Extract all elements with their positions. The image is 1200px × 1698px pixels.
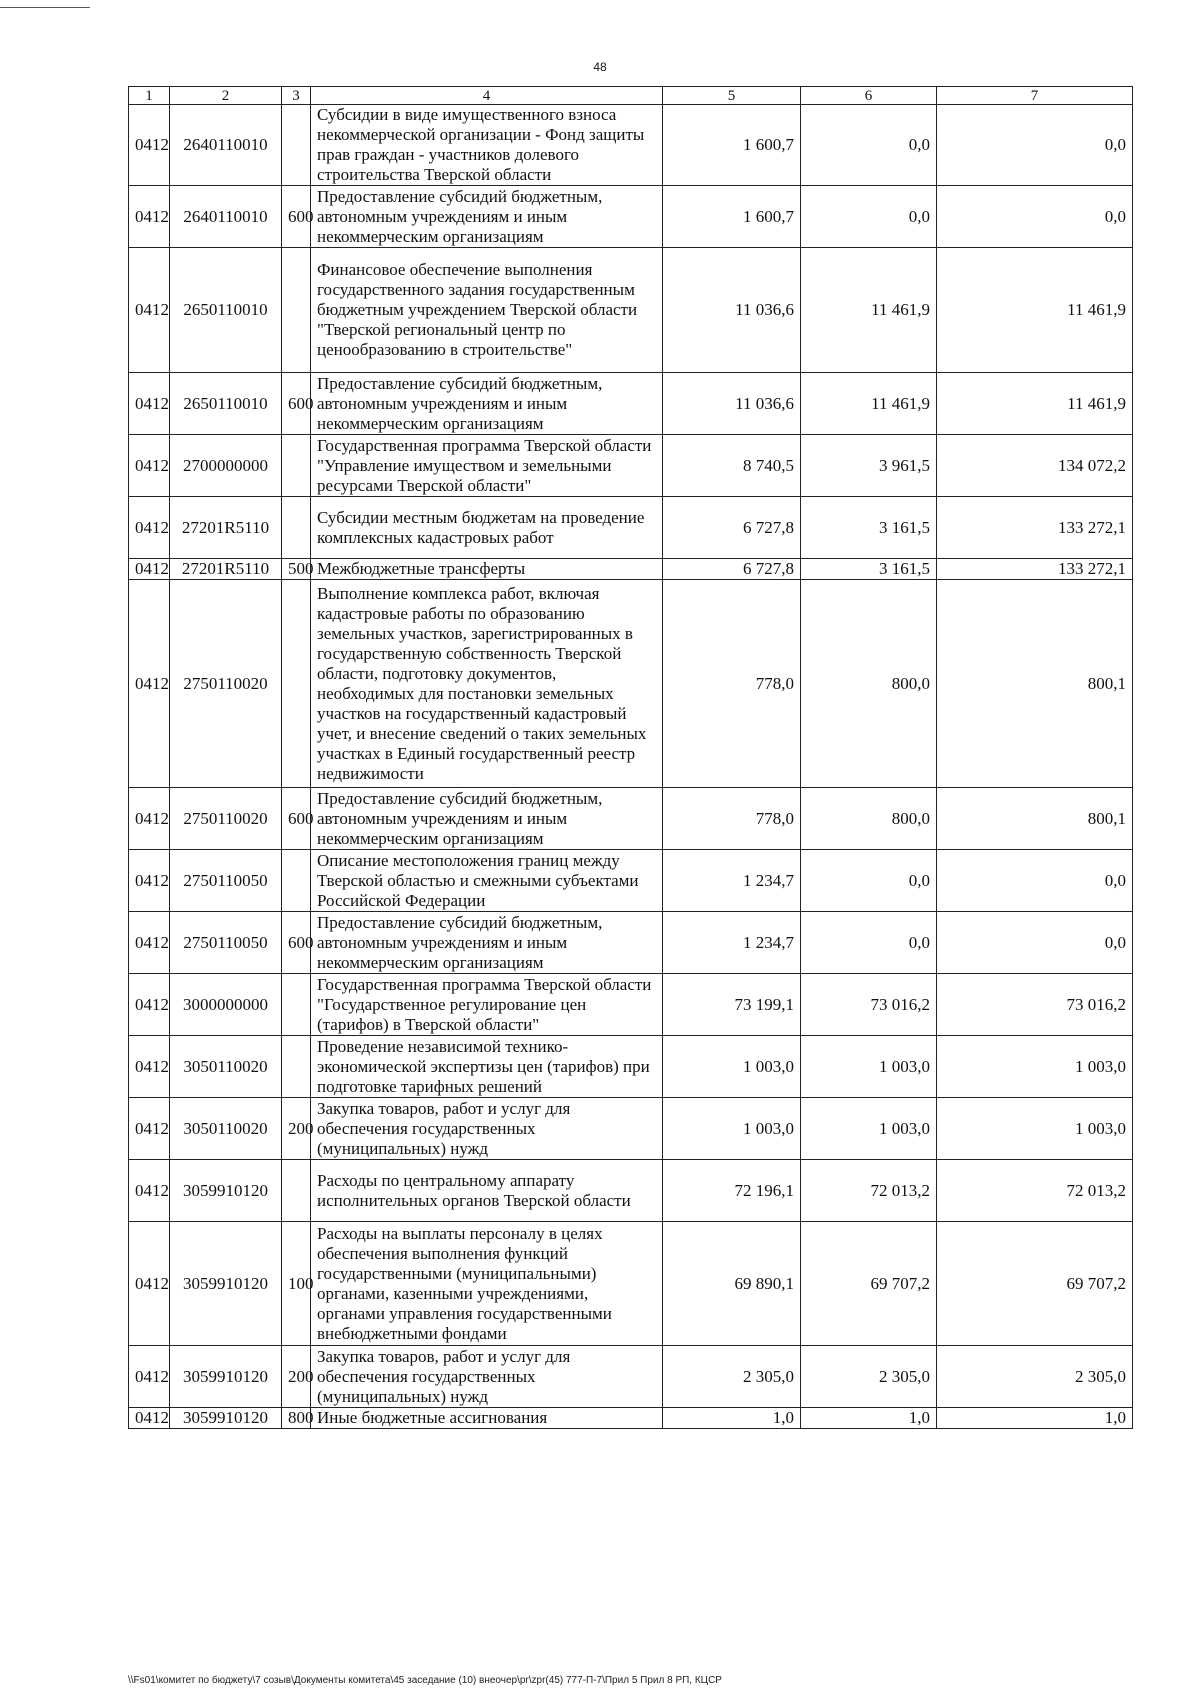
section-code-cell: 0412 <box>129 850 170 912</box>
target-article-cell: 27201R5110 <box>170 497 282 559</box>
amount-col7-cell: 800,1 <box>937 788 1133 850</box>
description-cell: Иные бюджетные ассигнования <box>311 1408 663 1429</box>
amount-col7-cell: 1,0 <box>937 1408 1133 1429</box>
expense-type-cell <box>282 435 311 497</box>
expense-type-cell <box>282 1036 311 1098</box>
section-code-cell: 0412 <box>129 1346 170 1408</box>
amount-col6-cell: 800,0 <box>801 788 937 850</box>
amount-col6-cell: 0,0 <box>801 186 937 248</box>
table-row <box>129 559 1133 580</box>
amount-col5-cell: 6 727,8 <box>663 497 801 559</box>
amount-col5-cell: 2 305,0 <box>663 1346 801 1408</box>
table-row <box>129 497 1133 559</box>
description-cell: Закупка товаров, работ и услуг для обеспечения государственных (муниципальных) нужд <box>311 1098 663 1160</box>
amount-col6-cell: 1 003,0 <box>801 1098 937 1160</box>
amount-col5-cell: 1 600,7 <box>663 105 801 186</box>
amount-col5-cell: 1 234,7 <box>663 912 801 974</box>
amount-col5-cell: 778,0 <box>663 788 801 850</box>
amount-col5-cell: 1 234,7 <box>663 850 801 912</box>
budget-table <box>128 86 1133 1429</box>
footer-file-path: \\Fs01\комитет по бюджету\7 созыв\Документы комитета\45 заседание (10) внеочер\pr\zpr(45) 777-П-7\Прил 5 Прил 8 РП, КЦСР <box>128 1675 722 1686</box>
expense-type-cell: 600 <box>282 788 311 850</box>
amount-col6-cell: 3 161,5 <box>801 497 937 559</box>
amount-col6-cell: 1 003,0 <box>801 1036 937 1098</box>
table-row <box>129 912 1133 974</box>
section-code-cell: 0412 <box>129 373 170 435</box>
target-article-cell: 2750110050 <box>170 912 282 974</box>
expense-type-cell: 600 <box>282 373 311 435</box>
target-article-cell: 3059910120 <box>170 1408 282 1429</box>
amount-col6-cell: 800,0 <box>801 580 937 788</box>
amount-col7-cell: 11 461,9 <box>937 248 1133 373</box>
target-article-cell: 3000000000 <box>170 974 282 1036</box>
amount-col5-cell: 778,0 <box>663 580 801 788</box>
amount-col5-cell: 6 727,8 <box>663 559 801 580</box>
expense-type-cell <box>282 497 311 559</box>
description-cell: Предоставление субсидий бюджетным, автономным учреждениям и иным некоммерческим организациям <box>311 373 663 435</box>
section-code-cell: 0412 <box>129 105 170 186</box>
section-code-cell: 0412 <box>129 435 170 497</box>
amount-col7-cell: 72 013,2 <box>937 1160 1133 1222</box>
amount-col7-cell: 0,0 <box>937 912 1133 974</box>
description-cell: Субсидии местным бюджетам на проведение комплексных кадастровых работ <box>311 497 663 559</box>
description-cell: Государственная программа Тверской области "Государственное регулирование цен (тарифов) в Тверской области" <box>311 974 663 1036</box>
table-body <box>129 105 1133 1429</box>
description-cell: Проведение независимой технико-экономической экспертизы цен (тарифов) при подготовке тарифных решений <box>311 1036 663 1098</box>
amount-col5-cell: 11 036,6 <box>663 248 801 373</box>
table-row <box>129 373 1133 435</box>
amount-col7-cell: 0,0 <box>937 105 1133 186</box>
section-code-cell: 0412 <box>129 559 170 580</box>
amount-col6-cell: 3 961,5 <box>801 435 937 497</box>
amount-col7-cell: 11 461,9 <box>937 373 1133 435</box>
description-cell: Финансовое обеспечение выполнения государственного задания государственным бюджетным учреждением Тверской области "Тверской региональный центр по ценообразованию в строительстве" <box>311 248 663 373</box>
description-cell: Расходы на выплаты персоналу в целях обеспечения выполнения функций государственными (муниципальными) органами, казенными учреждениями, органами управления государственными внебюджетными фондами <box>311 1222 663 1346</box>
amount-col5-cell: 1 003,0 <box>663 1098 801 1160</box>
target-article-cell: 3059910120 <box>170 1222 282 1346</box>
table-row <box>129 1098 1133 1160</box>
amount-col6-cell: 2 305,0 <box>801 1346 937 1408</box>
table-row <box>129 435 1133 497</box>
amount-col6-cell: 11 461,9 <box>801 248 937 373</box>
expense-type-cell: 600 <box>282 912 311 974</box>
table-row <box>129 580 1133 788</box>
column-header: 6 <box>801 87 937 105</box>
top-rule <box>0 7 90 8</box>
target-article-cell: 2640110010 <box>170 186 282 248</box>
amount-col7-cell: 2 305,0 <box>937 1346 1133 1408</box>
amount-col7-cell: 1 003,0 <box>937 1036 1133 1098</box>
expense-type-cell: 200 <box>282 1098 311 1160</box>
amount-col6-cell: 73 016,2 <box>801 974 937 1036</box>
section-code-cell: 0412 <box>129 186 170 248</box>
section-code-cell: 0412 <box>129 1160 170 1222</box>
amount-col6-cell: 11 461,9 <box>801 373 937 435</box>
table-row <box>129 1160 1133 1222</box>
description-cell: Предоставление субсидий бюджетным, автономным учреждениям и иным некоммерческим организациям <box>311 912 663 974</box>
target-article-cell: 27201R5110 <box>170 559 282 580</box>
column-header: 5 <box>663 87 801 105</box>
expense-type-cell: 800 <box>282 1408 311 1429</box>
table-row <box>129 105 1133 186</box>
amount-col6-cell: 0,0 <box>801 912 937 974</box>
description-cell: Выполнение комплекса работ, включая кадастровые работы по образованию земельных участков, зарегистрированных в государственную собственность Тверской области, подготовку документов, необходимых для постановки земельных участков на государственный кадастровый учет, и внесение сведений о таких земельных участках в Единый государственный реестр недвижимости <box>311 580 663 788</box>
target-article-cell: 2750110050 <box>170 850 282 912</box>
amount-col5-cell: 8 740,5 <box>663 435 801 497</box>
expense-type-cell <box>282 248 311 373</box>
table-row <box>129 1036 1133 1098</box>
amount-col5-cell: 11 036,6 <box>663 373 801 435</box>
target-article-cell: 3059910120 <box>170 1346 282 1408</box>
section-code-cell: 0412 <box>129 1036 170 1098</box>
table-row <box>129 1408 1133 1429</box>
amount-col7-cell: 134 072,2 <box>937 435 1133 497</box>
amount-col7-cell: 73 016,2 <box>937 974 1133 1036</box>
description-cell: Межбюджетные трансферты <box>311 559 663 580</box>
section-code-cell: 0412 <box>129 248 170 373</box>
section-code-cell: 0412 <box>129 912 170 974</box>
description-cell: Предоставление субсидий бюджетным, автономным учреждениям и иным некоммерческим организациям <box>311 788 663 850</box>
target-article-cell: 3059910120 <box>170 1160 282 1222</box>
description-cell: Субсидии в виде имущественного взноса некоммерческой организации - Фонд защиты прав граждан - участников долевого строительства Тверской области <box>311 105 663 186</box>
page-number: 48 <box>593 60 607 74</box>
description-cell: Расходы по центральному аппарату исполнительных органов Тверской области <box>311 1160 663 1222</box>
description-cell: Описание местоположения границ между Тверской областью и смежными субъектами Российской Федерации <box>311 850 663 912</box>
table-row <box>129 248 1133 373</box>
amount-col5-cell: 1 600,7 <box>663 186 801 248</box>
target-article-cell: 2650110010 <box>170 373 282 435</box>
amount-col6-cell: 0,0 <box>801 850 937 912</box>
table-row <box>129 788 1133 850</box>
header-row <box>129 87 1133 105</box>
target-article-cell: 3050110020 <box>170 1036 282 1098</box>
description-cell: Предоставление субсидий бюджетным, автономным учреждениям и иным некоммерческим организациям <box>311 186 663 248</box>
amount-col5-cell: 72 196,1 <box>663 1160 801 1222</box>
description-cell: Государственная программа Тверской области "Управление имуществом и земельными ресурсами Тверской области" <box>311 435 663 497</box>
section-code-cell: 0412 <box>129 1408 170 1429</box>
expense-type-cell: 100 <box>282 1222 311 1346</box>
target-article-cell: 2750110020 <box>170 788 282 850</box>
expense-type-cell <box>282 1160 311 1222</box>
amount-col7-cell: 800,1 <box>937 580 1133 788</box>
table-row <box>129 1222 1133 1346</box>
target-article-cell: 2640110010 <box>170 105 282 186</box>
section-code-cell: 0412 <box>129 974 170 1036</box>
table-row <box>129 1346 1133 1408</box>
expense-type-cell <box>282 580 311 788</box>
column-header: 7 <box>937 87 1133 105</box>
section-code-cell: 0412 <box>129 580 170 788</box>
target-article-cell: 2750110020 <box>170 580 282 788</box>
description-cell: Закупка товаров, работ и услуг для обеспечения государственных (муниципальных) нужд <box>311 1346 663 1408</box>
amount-col6-cell: 3 161,5 <box>801 559 937 580</box>
amount-col5-cell: 73 199,1 <box>663 974 801 1036</box>
amount-col5-cell: 1,0 <box>663 1408 801 1429</box>
column-header: 2 <box>170 87 282 105</box>
amount-col7-cell: 1 003,0 <box>937 1098 1133 1160</box>
table-row <box>129 850 1133 912</box>
expense-type-cell: 500 <box>282 559 311 580</box>
amount-col7-cell: 133 272,1 <box>937 559 1133 580</box>
expense-type-cell <box>282 105 311 186</box>
amount-col7-cell: 0,0 <box>937 186 1133 248</box>
amount-col6-cell: 0,0 <box>801 105 937 186</box>
amount-col5-cell: 1 003,0 <box>663 1036 801 1098</box>
amount-col7-cell: 133 272,1 <box>937 497 1133 559</box>
amount-col6-cell: 1,0 <box>801 1408 937 1429</box>
amount-col7-cell: 0,0 <box>937 850 1133 912</box>
section-code-cell: 0412 <box>129 1098 170 1160</box>
expense-type-cell <box>282 850 311 912</box>
expense-type-cell: 600 <box>282 186 311 248</box>
table-row <box>129 186 1133 248</box>
expense-type-cell: 200 <box>282 1346 311 1408</box>
column-header: 3 <box>282 87 311 105</box>
table-row <box>129 974 1133 1036</box>
target-article-cell: 2700000000 <box>170 435 282 497</box>
amount-col5-cell: 69 890,1 <box>663 1222 801 1346</box>
amount-col7-cell: 69 707,2 <box>937 1222 1133 1346</box>
column-header: 1 <box>129 87 170 105</box>
column-header: 4 <box>311 87 663 105</box>
expense-type-cell <box>282 974 311 1036</box>
target-article-cell: 3050110020 <box>170 1098 282 1160</box>
target-article-cell: 2650110010 <box>170 248 282 373</box>
section-code-cell: 0412 <box>129 788 170 850</box>
amount-col6-cell: 69 707,2 <box>801 1222 937 1346</box>
amount-col6-cell: 72 013,2 <box>801 1160 937 1222</box>
section-code-cell: 0412 <box>129 1222 170 1346</box>
section-code-cell: 0412 <box>129 497 170 559</box>
